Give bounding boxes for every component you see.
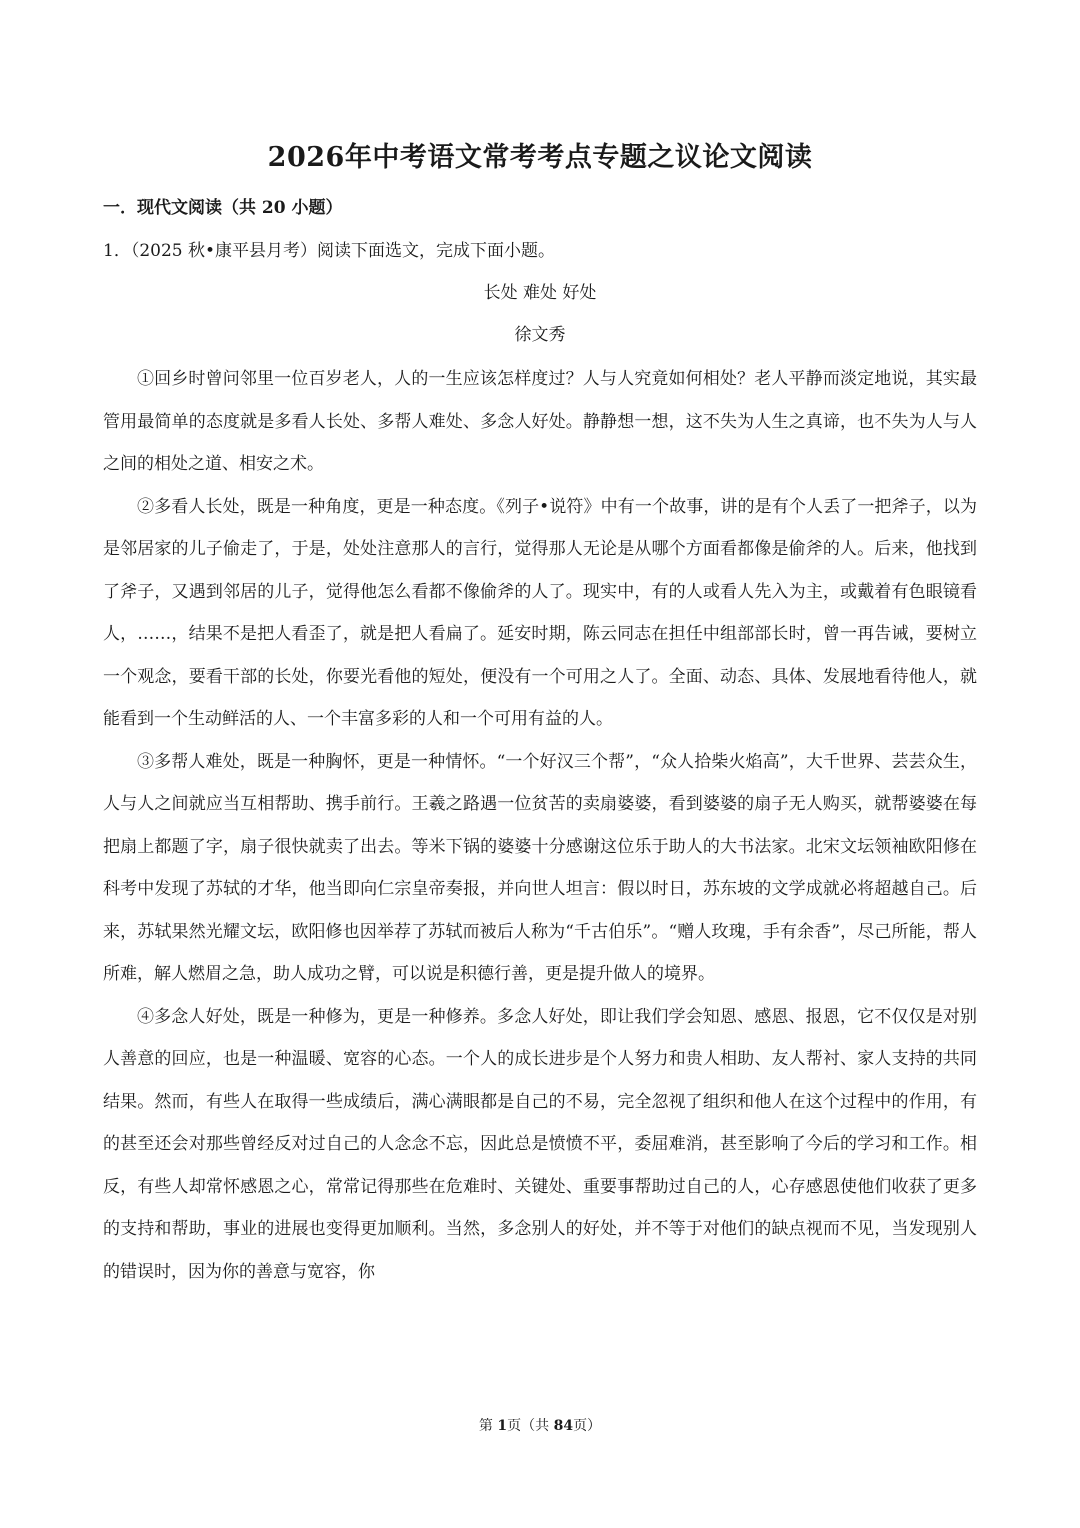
- footer-page-number: 1: [497, 1418, 508, 1434]
- footer-total-pages: 84: [553, 1418, 574, 1434]
- paragraph-4: ④多念人好处，既是一种修为，更是一种修养。多念人好处，即让我们学会知恩、感恩、报恩，它不仅仅是对别人善意的回应，也是一种温暖、宽容的心态。一个人的成长进步是个人努力和贵人相助、友人帮衬、家人支持的共同结果。然而，有些人在取得一些成绩后，满心满眼都是自己的不易，完全忽视了组织和他人在这个过程中的作用，有的甚至还会对那些曾经反对过自己的人念念不忘，因此总是愤愤不平，委屈难消，甚至影响了今后的学习和工作。相反，有些人却常怀感恩之心，常常记得那些在危难时、关键处、重要事帮助过自己的人，心存感恩使他们收获了更多的支持和帮助，事业的进展也变得更加顺利。当然，多念别人的好处，并不等于对他们的缺点视而不见，当发现别人的错误时，因为你的善意与宽容，你: [103, 1006, 977, 1282]
- paragraph-2: ②多看人长处，既是一种角度，更是一种态度。《列子•说符》中有一个故事，讲的是有个人丢了一把斧子，以为是邻居家的儿子偷走了，于是，处处注意那人的言行，觉得那人无论是从哪个方面看都像是偷斧的人。后来，他找到了斧子，又遇到邻居的儿子，觉得他怎么看都不像偷斧的人了。现实中，有的人或看人先入为主，或戴着有色眼镜看人，……，结果不是把人看歪了，就是把人看扁了。延安时期，陈云同志在担任中组部部长时，曾一再告诫，要树立一个观念，要看干部的长处，你要光看他的短处，便没有一个可用之人了。全面、动态、具体、发展地看待他人，就能看到一个生动鲜活的人、一个丰富多彩的人和一个可用有益的人。: [103, 496, 977, 729]
- paragraph-1: ①回乡时曾问邻里一位百岁老人，人的一生应该怎样度过？人与人究竟如何相处？老人平静而淡定地说，其实最管用最简单的态度就是多看人长处、多帮人难处、多念人好处。静静想一想，这不失为人生之真谛，也不失为人与人之间的相处之道、相安之术。: [103, 369, 977, 474]
- document-title: 2026年中考语文常考考点专题之议论文阅读: [267, 142, 813, 173]
- article-author: 徐文秀: [514, 325, 566, 345]
- article-body: [103, 358, 977, 1293]
- article-title: 长处 难处 好处: [483, 283, 597, 303]
- footer-suffix: 页）: [573, 1418, 602, 1434]
- footer-prefix: 第: [478, 1418, 498, 1434]
- section-heading: 一．现代文阅读（共 20 小题）: [103, 198, 343, 218]
- paragraph-3: ③多帮人难处，既是一种胸怀，更是一种情怀。“一个好汉三个帮”，“众人拾柴火焰高”，大千世界、芸芸众生，人与人之间就应当互相帮助、携手前行。王羲之路遇一位贫苦的卖扇婆婆，看到婆婆的扇子无人购买，就帮婆婆在每把扇上都题了字，扇子很快就卖了出去。等米下锅的婆婆十分感谢这位乐于助人的大书法家。北宋文坛领袖欧阳修在科考中发现了苏轼的才华，他当即向仁宗皇帝奏报，并向世人坦言：假以时日，苏东坡的文学成就必将超越自己。后来，苏轼果然光耀文坛，欧阳修也因举荐了苏轼而被后人称为“千古伯乐”。“赠人玫瑰，手有余香”，尽己所能，帮人所难，解人燃眉之急，助人成功之臂，可以说是积德行善，更是提升做人的境界。: [103, 751, 977, 984]
- page-footer: [0, 1416, 1080, 1436]
- footer-middle: 页（共: [507, 1418, 554, 1434]
- question-intro: 1．（2025 秋•康平县月考）阅读下面选文，完成下面小题。: [103, 241, 556, 261]
